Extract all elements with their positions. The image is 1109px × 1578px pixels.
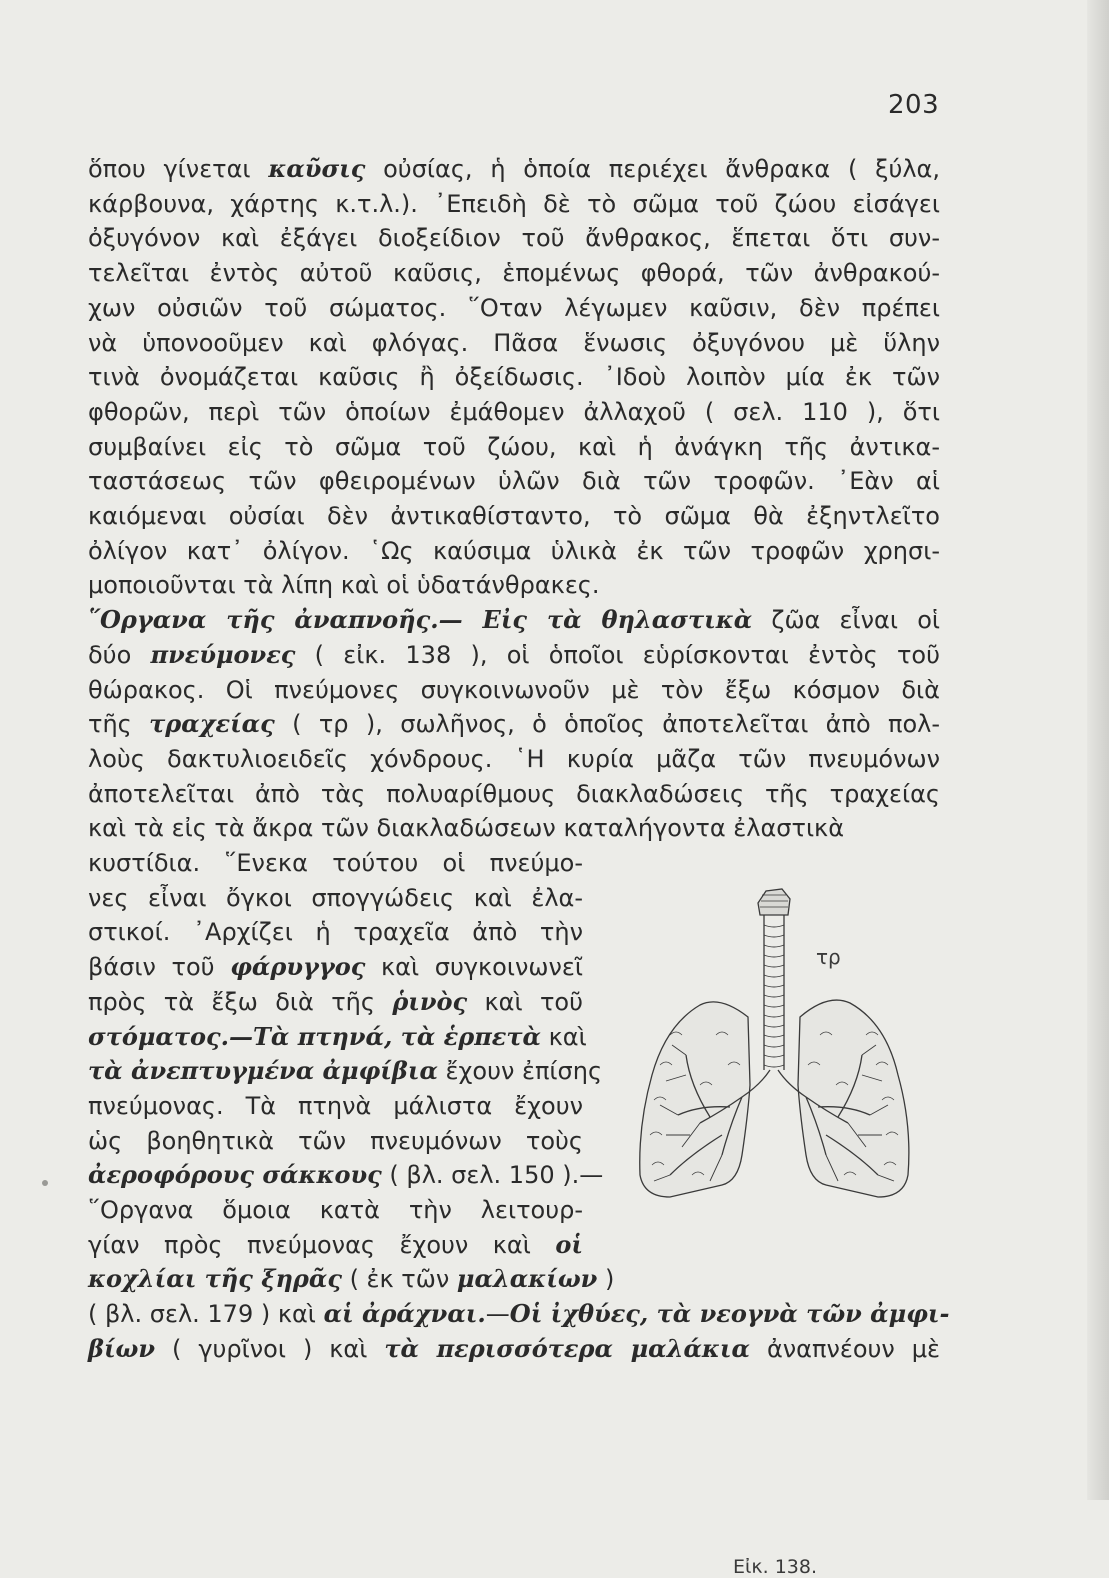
- text-span: καὶ συγκοινωνεῖ: [365, 953, 583, 981]
- text-span: ὀξυγόνον καὶ ἐξάγει διοξείδιον τοῦ ἄνθρακος, ἕπεται ὅτι συν-: [88, 224, 940, 252]
- text-span: κάρβουνα, χάρτης κ.τ.λ.). ᾽Επειδὴ δὲ τὸ σῶμα τοῦ ζώου εἰσάγει: [88, 190, 940, 218]
- text-line: [88, 915, 583, 949]
- text-span: ὀλίγον κατ᾽ ὀλίγον. ῾Ως καύσιμα ὑλικὰ ἐκ τῶν τροφῶν χρησι-: [88, 537, 940, 565]
- text-line: [88, 846, 583, 880]
- text-span: βάσιν τοῦ: [88, 953, 231, 981]
- text-line: [88, 985, 583, 1019]
- text-span: κυστίδια. ῞Ενεκα τούτου οἱ πνεύμο-: [88, 849, 583, 877]
- text-line: [88, 1262, 615, 1296]
- page-edge-shadow: [1087, 0, 1109, 1500]
- text-line: [88, 638, 940, 672]
- text-span: ὡς βοηθητικὰ τῶν πνευμόνων τοὺς: [88, 1127, 583, 1155]
- text-span: ῞Οργανα ὅμοια κατὰ τὴν λειτουρ-: [88, 1196, 583, 1224]
- text-span: συμβαίνει εἰς τὸ σῶμα τοῦ ζώου, καὶ ἡ ἀνάγκη τῆς ἀντικα-: [88, 433, 940, 461]
- text-span: καὶ: [541, 1023, 587, 1051]
- emphasized-term: καῦσις: [268, 154, 366, 183]
- emphasized-term: Οἱ ἰχθύες, τὰ νεογνὰ τῶν ἀμφι-: [509, 1299, 950, 1328]
- emphasized-term: τραχείας: [149, 709, 275, 738]
- emphasized-term: τὰ περισσότερα μαλάκια: [384, 1334, 750, 1363]
- text-span: καιόμεναι οὐσίαι δὲν ἀντικαθίσταντο, τὸ σῶμα θὰ ἐξηντλεῖτο: [88, 502, 940, 530]
- text-span: —: [485, 1300, 510, 1328]
- page-number: 203: [888, 90, 940, 120]
- text-span: πρὸς τὰ ἔξω διὰ τῆς: [88, 988, 393, 1016]
- text-line: [88, 499, 940, 533]
- emphasized-term: κοχλίαι τῆς ξηρᾶς: [88, 1264, 342, 1293]
- text-span: δύο: [88, 641, 151, 669]
- text-line: [88, 742, 940, 776]
- text-span: τελεῖται ἐντὸς αὐτοῦ καῦσις, ἑπομένως φθορά, τῶν ἀνθρακού-: [88, 259, 940, 287]
- lungs-illustration: [630, 885, 920, 1205]
- text-line: [88, 534, 940, 568]
- text-span: ταστάσεως τῶν φθειρομένων ὑλῶν διὰ τῶν τροφῶν. ᾽Εὰν αἱ: [88, 467, 940, 495]
- text-line: [88, 152, 940, 186]
- text-line: [88, 707, 940, 741]
- text-span: οὐσίας, ἡ ὁποία περιέχει ἄνθρακα ( ξύλα,: [365, 155, 941, 183]
- text-line: [88, 1089, 583, 1123]
- text-line: [88, 568, 940, 602]
- text-line: [88, 777, 940, 811]
- text-line: [88, 326, 940, 360]
- text-span: ( βλ. σελ. 150 ).—: [381, 1161, 604, 1189]
- text-line: [88, 881, 583, 915]
- text-line: [88, 1193, 583, 1227]
- emphasized-term: βίων: [88, 1334, 156, 1363]
- text-line: [88, 464, 940, 498]
- text-span: ( τρ ), σωλῆνος, ὁ ὁποῖος ἀποτελεῖται ἀπὸ πολ-: [274, 710, 940, 738]
- text-line: [88, 221, 940, 255]
- emphasized-term: αἱ ἀράχναι.: [323, 1299, 486, 1328]
- text-line: [88, 950, 583, 984]
- text-line: [88, 1124, 583, 1158]
- lungs-figure: [630, 885, 920, 1505]
- text-span: ( γυρῖνοι ) καὶ: [155, 1335, 385, 1363]
- text-span: τῆς: [88, 710, 150, 738]
- emphasized-term: τὰ ἀνεπτυγμένα ἀμφίβια: [88, 1056, 438, 1085]
- text-span: θώρακος. Οἱ πνεύμονες συγκοινωνοῦν μὲ τὸν ἔξω κόσμον διὰ: [88, 676, 940, 704]
- trachea-label: τρ: [816, 945, 841, 969]
- text-span: γίαν πρὸς πνεύμονας ἔχουν καὶ: [88, 1231, 556, 1259]
- emphasized-term: στόματος.—Τὰ πτηνά, τὰ ἑρπετὰ: [88, 1022, 541, 1051]
- text-line: [88, 291, 940, 325]
- text-line: [88, 187, 940, 221]
- text-span: ( βλ. σελ. 179 ) καὶ: [88, 1300, 324, 1328]
- text-line: [88, 1158, 604, 1192]
- text-line: [88, 1020, 587, 1054]
- text-line: [88, 360, 940, 394]
- text-line: [88, 673, 940, 707]
- text-line: [88, 430, 940, 464]
- emphasized-term: ῞Οργανα τῆς ἀναπνοῆς.— Εἰς τὰ θηλαστικὰ: [88, 605, 753, 634]
- text-span: λοὺς δακτυλιοειδεῖς χόνδρους. ῾Η κυρία μᾶζα τῶν πνευμόνων: [88, 745, 940, 773]
- text-span: στικοί. ᾽Αρχίζει ἡ τραχεῖα ἀπὸ τὴν: [88, 918, 583, 946]
- text-span: ( ἐκ τῶν: [341, 1265, 457, 1293]
- text-span: μοποιοῦνται τὰ λίπη καὶ οἱ ὑδατάνθρακες.: [88, 571, 600, 599]
- text-line: [88, 395, 940, 429]
- text-span: φθορῶν, περὶ τῶν ὁποίων ἐμάθομεν ἀλλαχοῦ ( σελ. 110 ), ὅτι: [88, 398, 940, 426]
- text-span: ἀποτελεῖται ἀπὸ τὰς πολυαρίθμους διακλαδώσεις τῆς τραχείας: [88, 780, 940, 808]
- text-line: [88, 603, 940, 637]
- text-span: νὰ ὑπονοοῦμεν καὶ φλόγας. Πᾶσα ἕνωσις ὀξυγόνου μὲ ὕλην: [88, 329, 940, 357]
- text-span: πνεύμονας. Τὰ πτηνὰ μάλιστα ἔχουν: [88, 1092, 583, 1120]
- text-line: [88, 1054, 603, 1088]
- text-span: ἀναπνέουν μὲ: [750, 1335, 941, 1363]
- text-line: [88, 1228, 583, 1262]
- emphasized-term: οἱ: [555, 1230, 583, 1259]
- emphasized-term: πνεύμονες: [150, 640, 296, 669]
- text-span: καὶ τὰ εἰς τὰ ἄκρα τῶν διακλαδώσεων καταλήγοντα ἐλαστικὰ: [88, 814, 845, 842]
- emphasized-term: μαλακίων: [456, 1264, 598, 1293]
- margin-speck: [42, 1180, 48, 1186]
- text-span: ὅπου γίνεται: [88, 155, 269, 183]
- text-span: ): [597, 1265, 615, 1293]
- emphasized-term: ῥινὸς: [392, 987, 468, 1016]
- text-span: ἔχουν ἐπίσης: [437, 1057, 603, 1085]
- text-span: νες εἶναι ὄγκοι σπογγώδεις καὶ ἐλα-: [88, 884, 583, 912]
- text-span: ζῶα εἶναι οἱ: [752, 606, 941, 634]
- emphasized-term: ἀεροφόρους σάκκους: [88, 1160, 382, 1189]
- text-span: καὶ τοῦ: [467, 988, 583, 1016]
- text-span: τινὰ ὀνομάζεται καῦσις ἢ ὀξείδωσις. ᾽Ιδοὺ λοιπὸν μία ἐκ τῶν: [88, 363, 940, 391]
- text-line: [88, 256, 940, 290]
- emphasized-term: φάρυγγος: [230, 952, 366, 981]
- text-span: χων οὐσιῶν τοῦ σώματος. ῞Οταν λέγωμεν καῦσιν, δὲν πρέπει: [88, 294, 940, 322]
- text-span: ( εἰκ. 138 ), οἱ ὁποῖοι εὑρίσκονται ἐντὸς τοῦ: [295, 641, 940, 669]
- figure-caption: Εἰκ. 138.: [733, 1556, 818, 1578]
- text-line: [88, 811, 940, 845]
